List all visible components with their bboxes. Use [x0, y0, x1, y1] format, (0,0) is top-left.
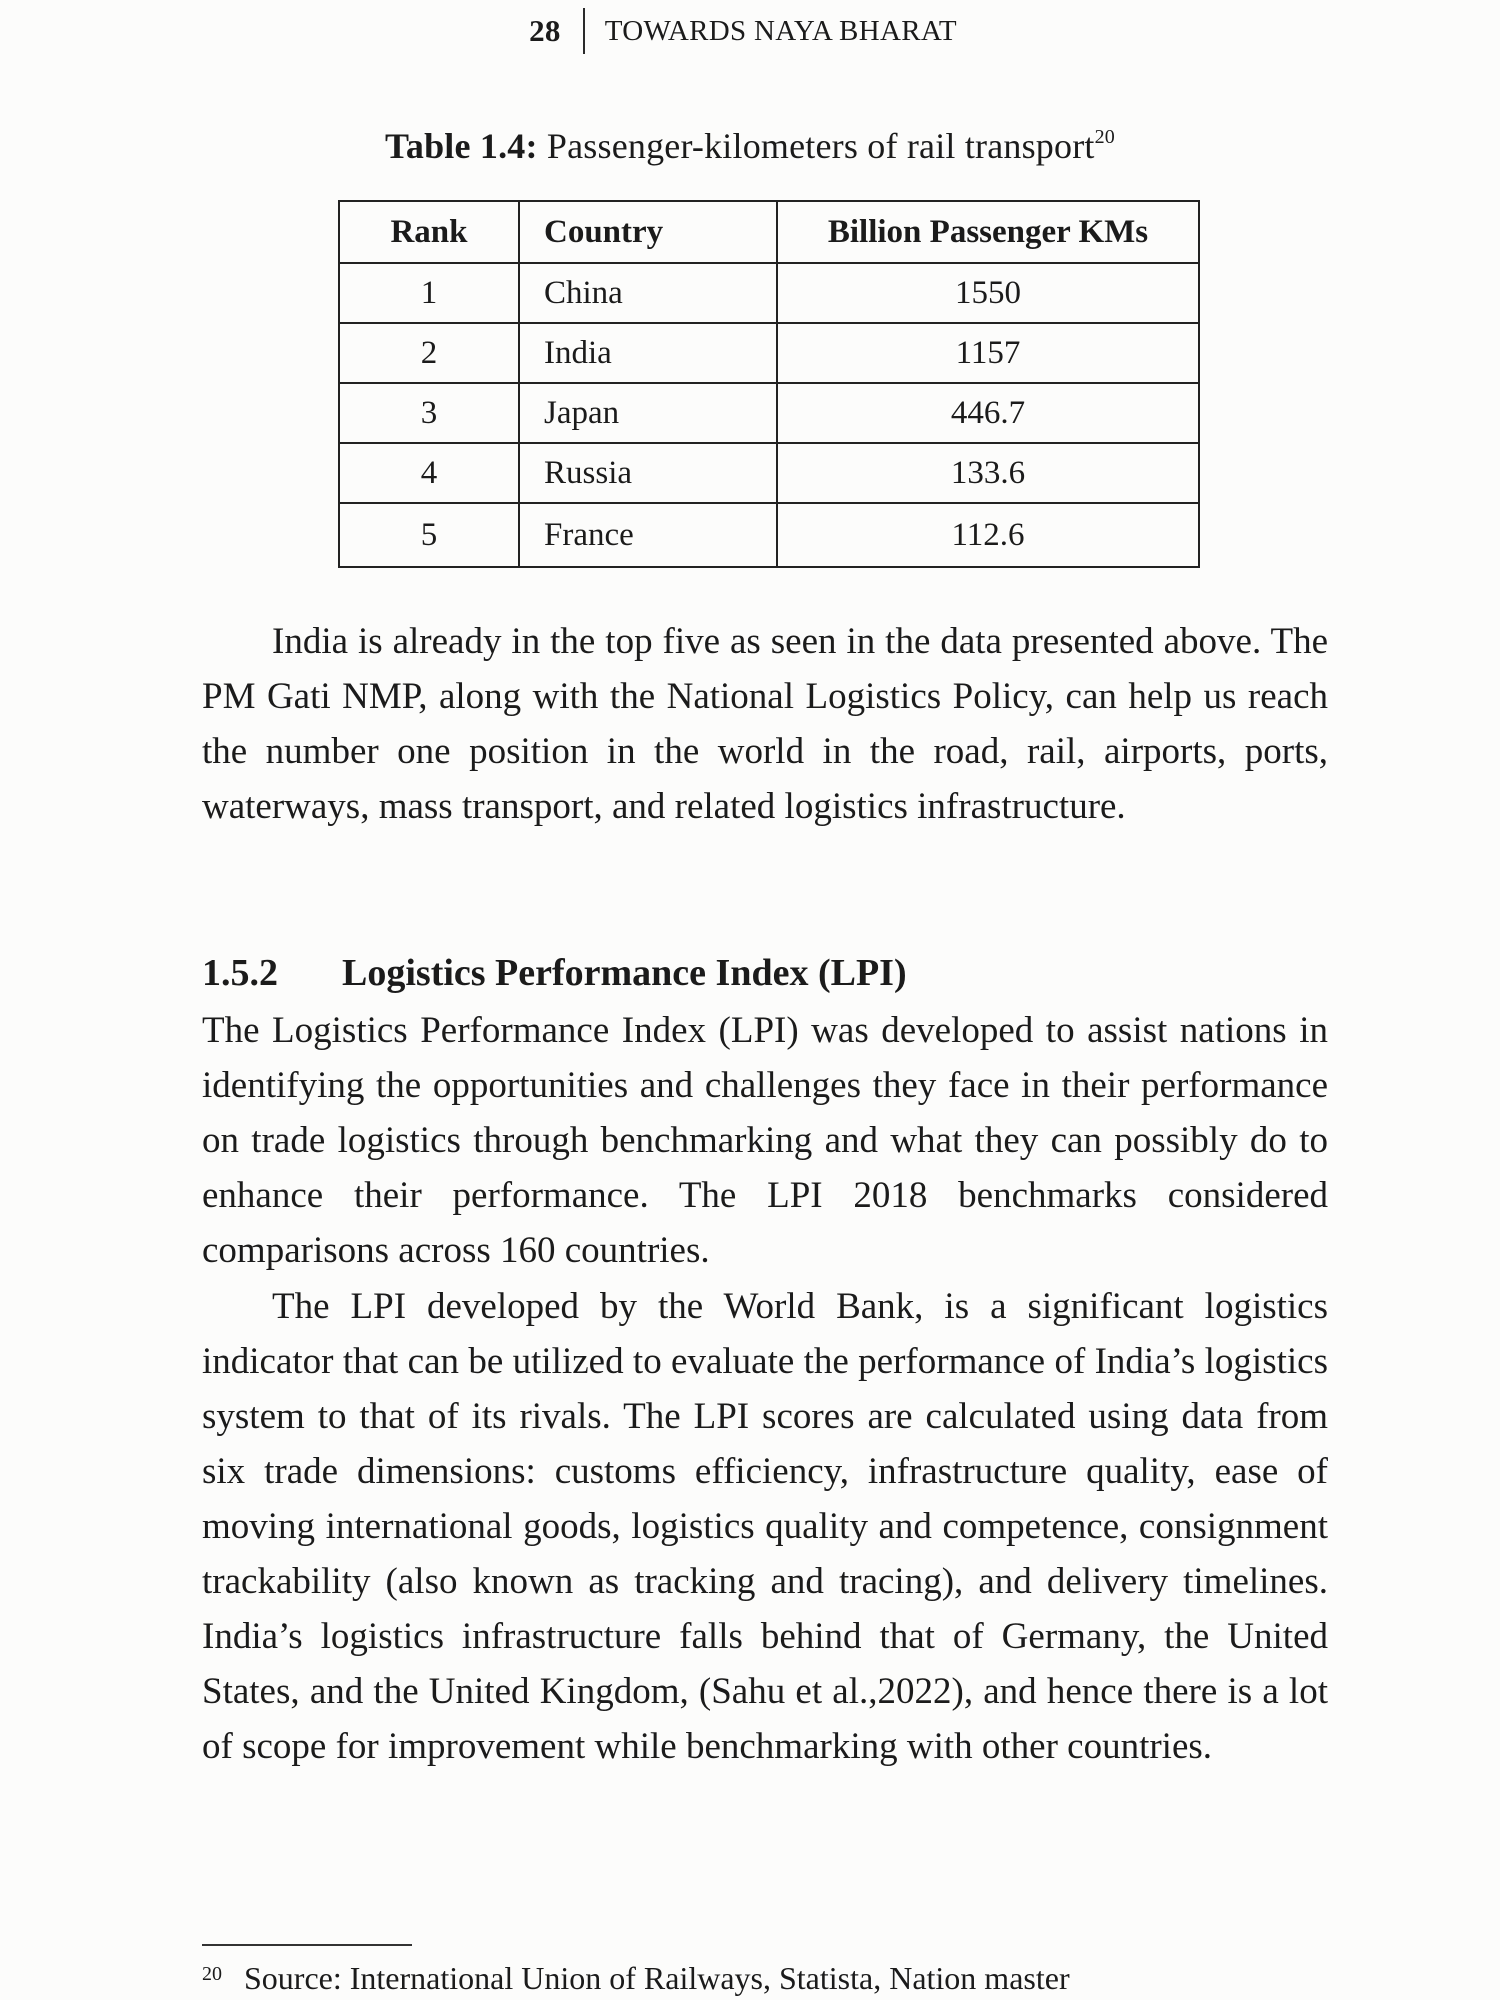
table-caption-label: Table 1.4:: [384, 126, 538, 166]
value-cell: 112.6: [777, 503, 1199, 567]
table-header-row: [339, 201, 1199, 263]
table-row: [339, 443, 1199, 503]
country-cell: China: [519, 263, 777, 323]
table-row: [339, 383, 1199, 443]
country-cell: India: [519, 323, 777, 383]
section-heading: [202, 946, 1328, 1001]
running-title: TOWARDS NAYA BHARAT: [604, 14, 957, 47]
rank-cell: 4: [339, 443, 519, 503]
footnote-text: Source: International Union of Railways, Statista, Nation master: [244, 1960, 1070, 1996]
rail-transport-table: [338, 200, 1200, 568]
paragraph-top-five: India is already in the top five as seen in the data presented above. The PM Gati NMP, along with the National Logistics Policy, can help us reach the number one position in the world in the road, rail, airports, ports, waterways, mass transport, and related logistics infrastructure.: [202, 621, 1328, 827]
running-header: [0, 8, 1500, 54]
table-caption-text: Passenger-kilometers of rail transport: [546, 126, 1095, 166]
table-row: [339, 323, 1199, 383]
section-number: 1.5.2: [202, 952, 278, 994]
page-number: 28: [529, 13, 561, 48]
column-header-value: Billion Passenger KMs: [777, 201, 1199, 263]
table-footnote-ref: 20: [1094, 126, 1116, 148]
value-cell: 133.6: [777, 443, 1199, 503]
value-cell: 1157: [777, 323, 1199, 383]
footnote: [202, 1958, 1328, 1998]
paragraph-lpi-world-bank: The LPI developed by the World Bank, is a significant logistics indicator that can be utilized to evaluate the performance of India’s logistics system to that of its rivals. The LPI scores are calculated using data from six trade dimensions: customs efficiency, infrastructure quality, ease of moving international goods, logistics quality and competence, consignment trackability (also known as tracking and tracing), and delivery timelines. India’s logistics infrastructure falls behind that of Germany, the United States, and the United Kingdom, (Sahu et al.,2022), and hence there is a lot of scope for improvement while benchmarking with other countries.: [202, 1286, 1328, 1767]
section-title: Logistics Performance Index (LPI): [342, 952, 907, 994]
footnote-divider: [202, 1944, 412, 1946]
value-cell: 446.7: [777, 383, 1199, 443]
table-row: [339, 263, 1199, 323]
country-cell: France: [519, 503, 777, 567]
country-cell: Japan: [519, 383, 777, 443]
rank-cell: 1: [339, 263, 519, 323]
column-header-country: Country: [519, 201, 777, 263]
value-cell: 1550: [777, 263, 1199, 323]
column-header-rank: Rank: [339, 201, 519, 263]
rank-cell: 2: [339, 323, 519, 383]
footnote-mark: 20: [202, 1963, 222, 1985]
rank-cell: 5: [339, 503, 519, 567]
header-divider: [583, 8, 585, 54]
paragraph-lpi-intro: The Logistics Performance Index (LPI) was developed to assist nations in identifying the opportunities and challenges they face in their performance on trade logistics through benchmarking and what they can possibly do to enhance their performance. The LPI 2018 benchmarks considered comparisons across 160 countries.: [202, 1010, 1328, 1271]
rank-cell: 3: [339, 383, 519, 443]
country-cell: Russia: [519, 443, 777, 503]
table-caption: [0, 125, 1500, 167]
table-row: [339, 503, 1199, 567]
